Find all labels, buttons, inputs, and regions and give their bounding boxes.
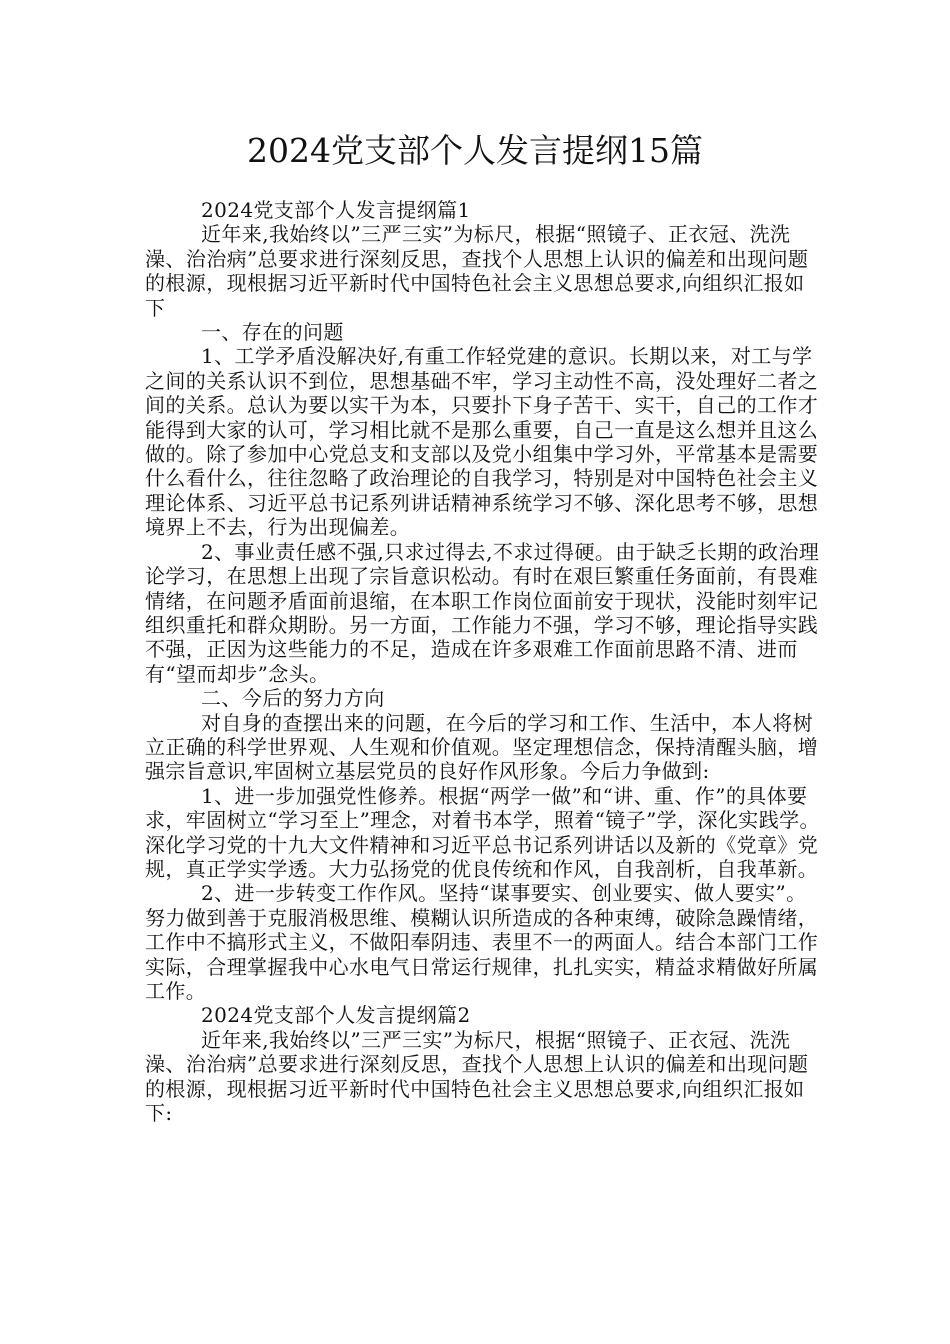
paragraph: 近年来,我始终以”三严三实”为标尺，根据“照镜子、正衣冠、洗洗澡、治治病”总要求进行深刻反思，查找个人思想上认识的偏差和出现问题的根源，现根据习近平新时代中国特色社会主义思想总要求,向组织汇报如下 — [145, 222, 809, 320]
paragraph: 2、进一步转变工作作风。坚持“谋事要实、创业要实、做人要实”。努力做到善于克服消极思维、模糊认识所造成的各种束缚，破除急躁情绪，工作中不搞形式主义，不做阳奉阴违、表里不一的两面人。结合本部门工作实际，合理掌握我中心水电气日常运行规律，扎扎实实，精益求精做好所属工作。 — [145, 881, 819, 1003]
document-body — [145, 198, 820, 1125]
paragraph: 2、事业责任感不强,只求过得去,不求过得硬。由于缺乏长期的政治理论学习，在思想上出现了宗旨意识松动。有时在艰巨繁重任务面前，有畏难情绪，在问题矛盾面前退缩，在本职工作岗位面前安于现状，没能时刻牢记组织重托和群众期盼。另一方面，工作能力不强，学习不够，理论指导实践不强，正因为这些能力的不足，造成在许多艰难工作面前思路不清、进而有“望而却步”念头。 — [145, 539, 820, 686]
document-title: 2024党支部个人发言提纲15篇 — [247, 131, 703, 170]
paragraph: 1、工学矛盾没解决好,有重工作轻党建的意识。长期以来，对工与学之间的关系认识不到位，思想基础不牢，学习主动性不高，没处理好二者之间的关系。总认为要以实干为本，只要扑下身子苦干、实干，自己的工作才能得到大家的认可，学习相比就不是那么重要，自己一直是这么想并且这么做的。除了参加中心党总支和支部以及党小组集中学习外，平常基本是需要什么看什么，往往忽略了政治理论的自我学习，特别是对中国特色社会主义理论体系、习近平总书记系列讲话精神系统学习不够、深化思考不够，思想境界上不去，行为出现偏差。 — [145, 344, 819, 540]
paragraph: 1、进一步加强党性修养。根据“两学一做”和“讲、重、作”的具体要求，牢固树立“学习至上”理念，对着书本学，照着“镜子”学，深化实践学。深化学习党的十九大文件精神和习近平总书记系列讲话以及新的《党章》党规，真正学实学透。大力弘扬党的优良传统和作风，自我剖析，自我革新。 — [145, 783, 820, 881]
sub-heading: 一、存在的问题 — [201, 320, 344, 345]
paragraph: 对自身的查摆出来的问题，在今后的学习和工作、生活中，本人将树立正确的科学世界观、人生观和价值观。坚定理想信念，保持清醒头脑，增强宗旨意识,牢固树立基层党员的良好作风形象。今后力争做到: — [145, 710, 819, 784]
section-heading: 2024党支部个人发言提纲篇2 — [201, 1003, 471, 1028]
section-heading: 2024党支部个人发言提纲篇1 — [201, 198, 471, 222]
sub-heading: 二、今后的努力方向 — [201, 686, 385, 711]
paragraph: 近年来,我始终以”三严三实”为标尺，根据“照镜子、正衣冠、洗洗澡、治治病”总要求进行深刻反思，查找个人思想上认识的偏差和出现问题的根源，现根据习近平新时代中国特色社会主义思想总要求,向组织汇报如下: — [145, 1027, 809, 1126]
